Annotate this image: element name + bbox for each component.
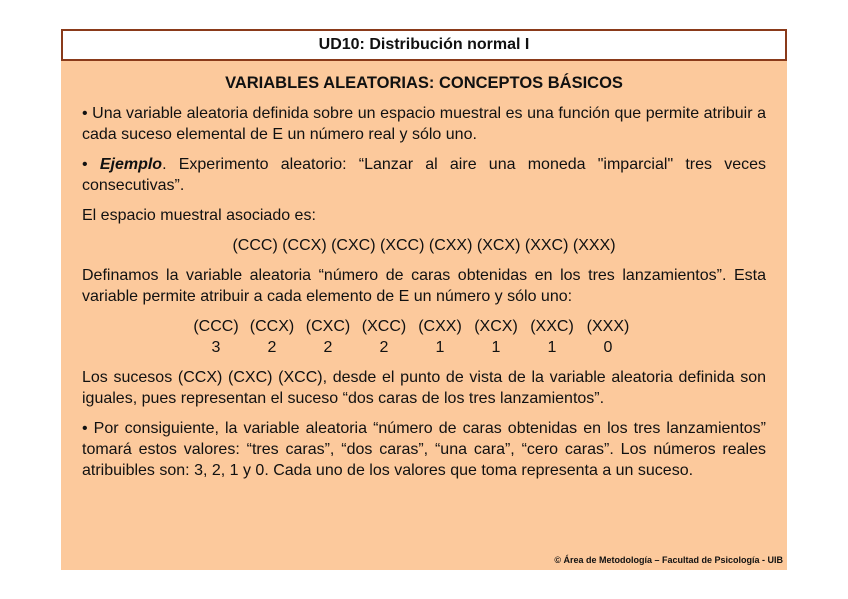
outcome-value-mapping: [188, 316, 766, 358]
value-item: 1: [491, 339, 501, 356]
value-item: 0: [603, 339, 613, 356]
outcome-item: (XXC): [530, 318, 574, 335]
example-text: . Experimento aleatorio: “Lanzar al aire una moneda "imparcial" tres veces consecutivas”.: [82, 156, 767, 194]
sample-space-intro: El espacio muestral asociado es:: [82, 207, 316, 224]
value-item: 3: [211, 339, 221, 356]
definition-paragraph: • Una variable aleatoria definida sobre un espacio muestral es una función que permite atribuir a cada suceso elemental de E un número real y sólo uno.: [82, 105, 766, 143]
slide-content: [82, 73, 766, 490]
slide: [61, 29, 787, 570]
outcome-item: (XXX): [586, 318, 630, 335]
value-item: 2: [323, 339, 333, 356]
sample-space-list: (CCC) (CCX) (CXC) (XCC) (CXX) (XCX) (XXC) (XXX): [232, 237, 616, 254]
value-item: 2: [267, 339, 277, 356]
copyright-footer: © Área de Metodología – Facultad de Psicología - UIB: [554, 555, 783, 565]
outcome-item: (XCC): [361, 318, 407, 335]
conclusion-paragraph: • Por consiguiente, la variable aleatoria “número de caras obtenidas en los tres lanzamientos” tomará estos valores: “tres caras”, “dos caras”, “una cara”, “cero caras”. Los números reales atribuibles son: 3, 2, 1 y 0. Cada uno de los valores que toma representa a un suceso.: [82, 420, 766, 479]
outcome-row: [188, 316, 766, 337]
variable-definition-paragraph: Definamos la variable aleatoria “número de caras obtenidas en los tres lanzamientos”. Esta variable permite atribuir a cada elemento de E un número y sólo uno:: [82, 267, 766, 305]
outcome-item: (CCC): [193, 318, 239, 335]
value-item: 1: [435, 339, 445, 356]
example-paragraph: [82, 154, 766, 196]
example-bullet: •: [82, 156, 100, 173]
slide-header: UD10: Distribución normal I: [61, 29, 787, 61]
outcome-item: (XCX): [474, 318, 518, 335]
example-label: Ejemplo: [99, 156, 163, 173]
outcome-item: (CXC): [305, 318, 351, 335]
value-item: 1: [547, 339, 557, 356]
value-item: 2: [379, 339, 389, 356]
value-row: [188, 337, 766, 358]
outcome-item: (CCX): [249, 318, 295, 335]
equivalence-paragraph: Los sucesos (CCX) (CXC) (XCC), desde el punto de vista de la variable aleatoria definida son iguales, pues representan el suceso “dos caras de los tres lanzamientos”.: [82, 369, 766, 407]
outcome-item: (CXX): [418, 318, 462, 335]
section-title: VARIABLES ALEATORIAS: CONCEPTOS BÁSICOS: [225, 74, 623, 92]
